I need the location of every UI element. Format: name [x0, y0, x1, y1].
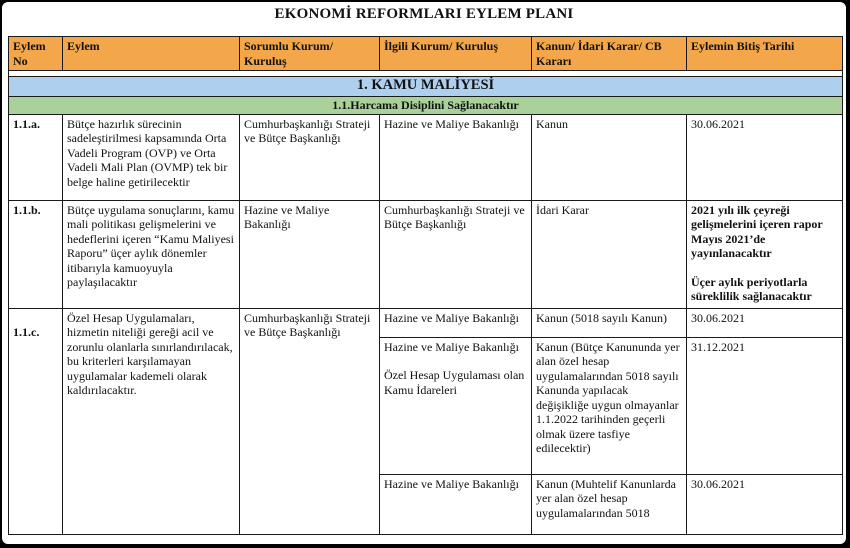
document-title: EKONOMİ REFORMLARI EYLEM PLANI — [274, 6, 574, 22]
header-related: İlgili Kurum/ Kuruluş — [380, 37, 532, 71]
table-row — [9, 308, 843, 337]
row-deadline: 31.12.2021 — [687, 337, 843, 474]
row-action: Bütçe uygulama sonuçlarını, kamu mali politikası gelişmelerini ve hedeflerini içeren “Kamu Maliyesi Raporu” üçer aylık dönemler itibarıyla kamuoyuyla paylaşılacaktır — [63, 200, 240, 308]
row-decision: Kanun (Muhtelif Kanunlarda yer alan özel hesap uygulamalarından 5018 — [532, 474, 687, 534]
row-related: Hazine ve Maliye Bakanlığı — [380, 114, 532, 200]
row-decision: Kanun — [532, 114, 687, 200]
table-row — [9, 114, 843, 200]
row-action: Bütçe hazırlık sürecinin sadeleştirilmesi kapsamında Orta Vadeli Program (OVP) ve Orta Vadeli Mali Plan (OVMP) tek bir belge haline getirilecektir — [63, 114, 240, 200]
row-related: Hazine ve Maliye Bakanlığı — [380, 474, 532, 534]
subsection-title: 1.1.Harcama Disiplini Sağlanacaktır — [9, 97, 843, 115]
deadline-note-continuity: Üçer aylık periyotlarla süreklilik sağlanacaktır — [691, 274, 812, 303]
row-no: 1.1.b. — [9, 200, 63, 308]
header-responsible: Sorumlu Kurum/ Kuruluş — [240, 37, 380, 71]
row-responsible: Cumhurbaşkanlığı Strateji ve Bütçe Başkanlığı — [240, 114, 380, 200]
row-related: Hazine ve Maliye Bakanlığı — [380, 308, 532, 337]
header-deadline: Eylemin Bitiş Tarihi — [687, 37, 843, 71]
row-no: 1.1.c. — [9, 308, 63, 534]
row-deadline: 30.06.2021 — [687, 474, 843, 534]
header-action: Eylem — [63, 37, 240, 71]
section-title: 1. KAMU MALİYESİ — [9, 77, 843, 97]
row-responsible: Hazine ve Maliye Bakanlığı — [240, 200, 380, 308]
row-responsible: Cumhurbaşkanlığı Strateji ve Bütçe Başkanlığı — [240, 308, 380, 534]
row-related — [380, 337, 532, 474]
deadline-note: 2021 yılı ilk çeyreği gelişmelerini içeren rapor Mayıs 2021’de yayınlanacaktır — [691, 202, 823, 260]
header-decision: Kanun/ İdari Karar/ CB Kararı — [532, 37, 687, 71]
row-decision: Kanun (Bütçe Kanununda yer alan özel hesap uygulamalarından 5018 sayılı Kanunda yapılacak değişikliğe uygun olmayanlar 1.1.2022 tarihinden geçerli olmak üzere tasfiye edilecektir) — [532, 337, 687, 474]
row-no: 1.1.a. — [9, 114, 63, 200]
section-row — [9, 77, 843, 97]
row-action: Özel Hesap Uygulamaları, hizmetin niteliği gereği acil ve zorunlu olanlarla sınırlandırılacak, bu kriterleri karşılamayan uygulamalar kademeli olarak kaldırılacaktır. — [63, 308, 240, 534]
header-no: Eylem No — [9, 37, 63, 71]
related-institution-secondary: Özel Hesap Uygulaması olan Kamu İdareleri — [384, 368, 525, 397]
subsection-row — [9, 97, 843, 115]
related-institution: Hazine ve Maliye Bakanlığı — [384, 339, 519, 354]
action-plan-table — [8, 36, 843, 535]
table-row — [9, 200, 843, 308]
document-page — [2, 2, 846, 544]
row-related: Cumhurbaşkanlığı Strateji ve Bütçe Başkanlığı — [380, 200, 532, 308]
table-header-row — [9, 37, 843, 71]
row-deadline — [687, 200, 843, 308]
row-decision: Kanun (5018 sayılı Kanun) — [532, 308, 687, 337]
row-deadline: 30.06.2021 — [687, 308, 843, 337]
row-deadline: 30.06.2021 — [687, 114, 843, 200]
row-decision: İdari Karar — [532, 200, 687, 308]
